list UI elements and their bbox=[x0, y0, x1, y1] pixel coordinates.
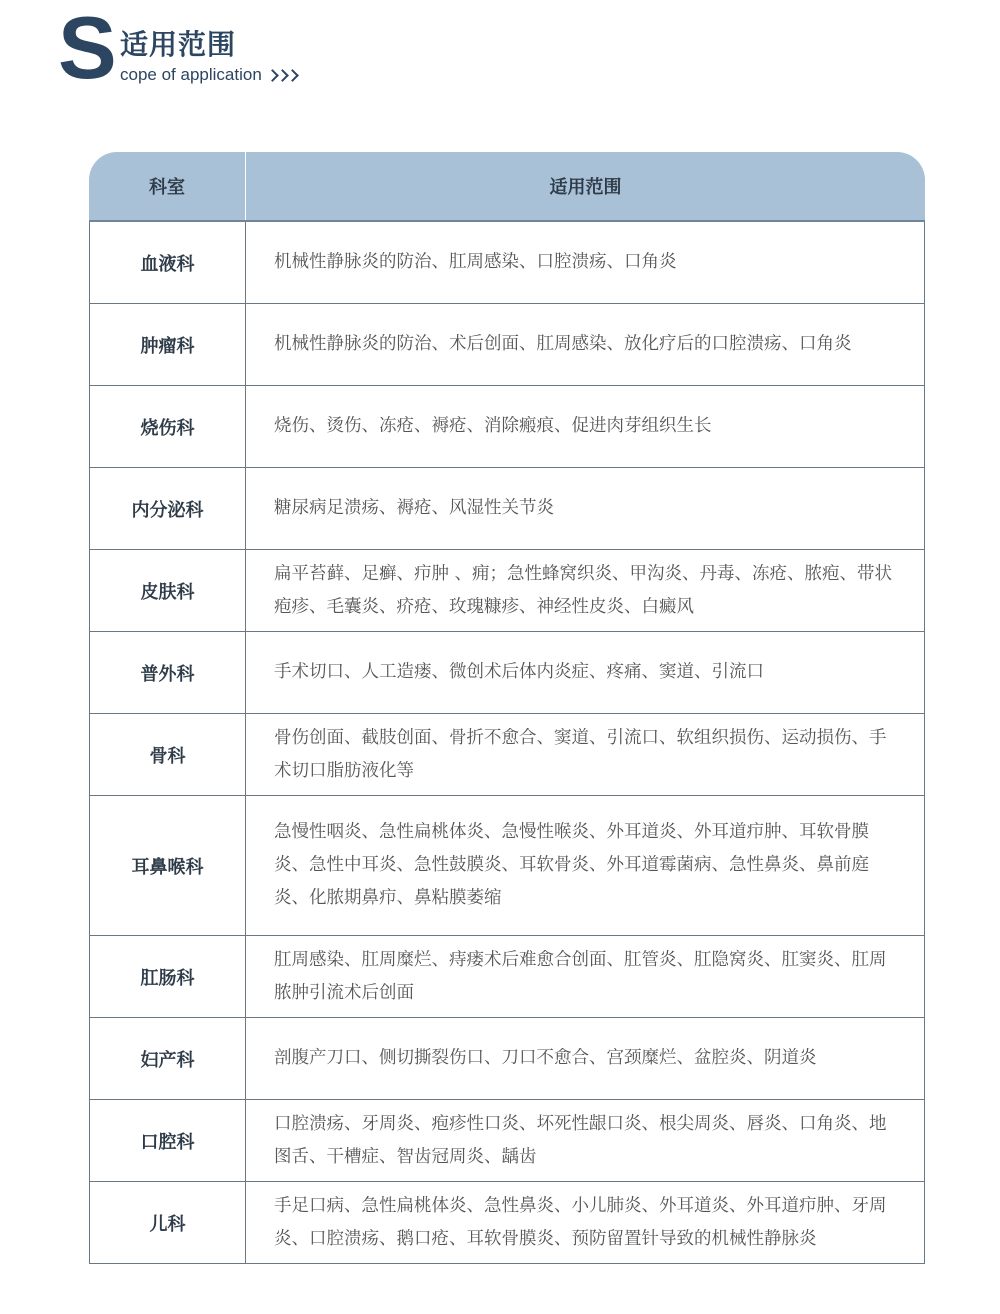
department-cell: 儿科 bbox=[90, 1182, 246, 1263]
department-cell: 烧伤科 bbox=[90, 386, 246, 467]
department-cell: 普外科 bbox=[90, 632, 246, 713]
department-cell: 妇产科 bbox=[90, 1018, 246, 1099]
scope-table bbox=[89, 152, 925, 1264]
subtitle-row bbox=[120, 64, 298, 86]
table-row bbox=[90, 936, 924, 1018]
table-row bbox=[90, 386, 924, 468]
table-row bbox=[90, 222, 924, 304]
scope-cell: 手足口病、急性扁桃体炎、急性鼻炎、小儿肺炎、外耳道炎、外耳道疖肿、牙周炎、口腔溃疡、鹅口疮、耳软骨膜炎、预防留置针导致的机械性静脉炎 bbox=[274, 1195, 887, 1249]
scope-cell: 机械性静脉炎的防治、术后创面、肛周感染、放化疗后的口腔溃疡、口角炎 bbox=[274, 334, 852, 354]
table-row bbox=[90, 714, 924, 796]
scope-cell: 烧伤、烫伤、冻疮、褥疮、消除瘢痕、促进肉芽组织生长 bbox=[274, 416, 712, 436]
scope-cell: 机械性静脉炎的防治、肛周感染、口腔溃疡、口角炎 bbox=[274, 252, 677, 272]
logo-letter: S bbox=[58, 0, 117, 97]
scope-cell: 骨伤创面、截肢创面、骨折不愈合、窦道、引流口、软组织损伤、运动损伤、手术切口脂肪液化等 bbox=[274, 727, 887, 781]
department-cell: 肛肠科 bbox=[90, 936, 246, 1017]
table-row bbox=[90, 632, 924, 714]
table-row bbox=[90, 1182, 924, 1264]
department-cell: 血液科 bbox=[90, 222, 246, 303]
table-row bbox=[90, 550, 924, 632]
scope-cell: 剖腹产刀口、侧切撕裂伤口、刀口不愈合、宫颈糜烂、盆腔炎、阴道炎 bbox=[274, 1048, 817, 1068]
department-cell: 骨科 bbox=[90, 714, 246, 795]
scope-cell: 肛周感染、肛周糜烂、痔瘘术后难愈合创面、肛管炎、肛隐窝炎、肛窦炎、肛周脓肿引流术后创面 bbox=[274, 949, 887, 1003]
column-header-scope: 适用范围 bbox=[549, 177, 622, 198]
triple-chevron-right-icon bbox=[268, 71, 298, 80]
table-header bbox=[89, 152, 925, 222]
table-row bbox=[90, 304, 924, 386]
table-body bbox=[89, 222, 925, 1264]
scope-cell: 糖尿病足溃疡、褥疮、风湿性关节炎 bbox=[274, 498, 554, 518]
table-row bbox=[90, 1018, 924, 1100]
page-subtitle: cope of application bbox=[120, 65, 262, 84]
table-row bbox=[90, 796, 924, 936]
department-cell: 耳鼻喉科 bbox=[90, 796, 246, 935]
department-cell: 内分泌科 bbox=[90, 468, 246, 549]
department-cell: 肿瘤科 bbox=[90, 304, 246, 385]
department-cell: 口腔科 bbox=[90, 1100, 246, 1181]
table-row bbox=[90, 1100, 924, 1182]
page-title: 适用范围 bbox=[120, 28, 237, 61]
department-cell: 皮肤科 bbox=[90, 550, 246, 631]
column-header-department: 科室 bbox=[89, 152, 246, 220]
scope-cell: 急慢性咽炎、急性扁桃体炎、急慢性喉炎、外耳道炎、外耳道疖肿、耳软骨膜炎、急性中耳炎、急性鼓膜炎、耳软骨炎、外耳道霉菌病、急性鼻炎、鼻前庭炎、化脓期鼻疖、鼻粘膜萎缩 bbox=[274, 822, 869, 908]
table-row bbox=[90, 468, 924, 550]
scope-cell: 口腔溃疡、牙周炎、疱疹性口炎、坏死性龈口炎、根尖周炎、唇炎、口角炎、地图舌、干槽症、智齿冠周炎、龋齿 bbox=[274, 1113, 887, 1167]
scope-cell: 扁平苔藓、足癣、疖肿 、痈；急性蜂窝织炎、甲沟炎、丹毒、冻疮、脓疱、带状疱疹、毛囊炎、疥疮、玫瑰糠疹、神经性皮炎、白癜风 bbox=[274, 563, 893, 617]
scope-cell: 手术切口、人工造瘘、微创术后体内炎症、疼痛、窦道、引流口 bbox=[274, 662, 764, 682]
